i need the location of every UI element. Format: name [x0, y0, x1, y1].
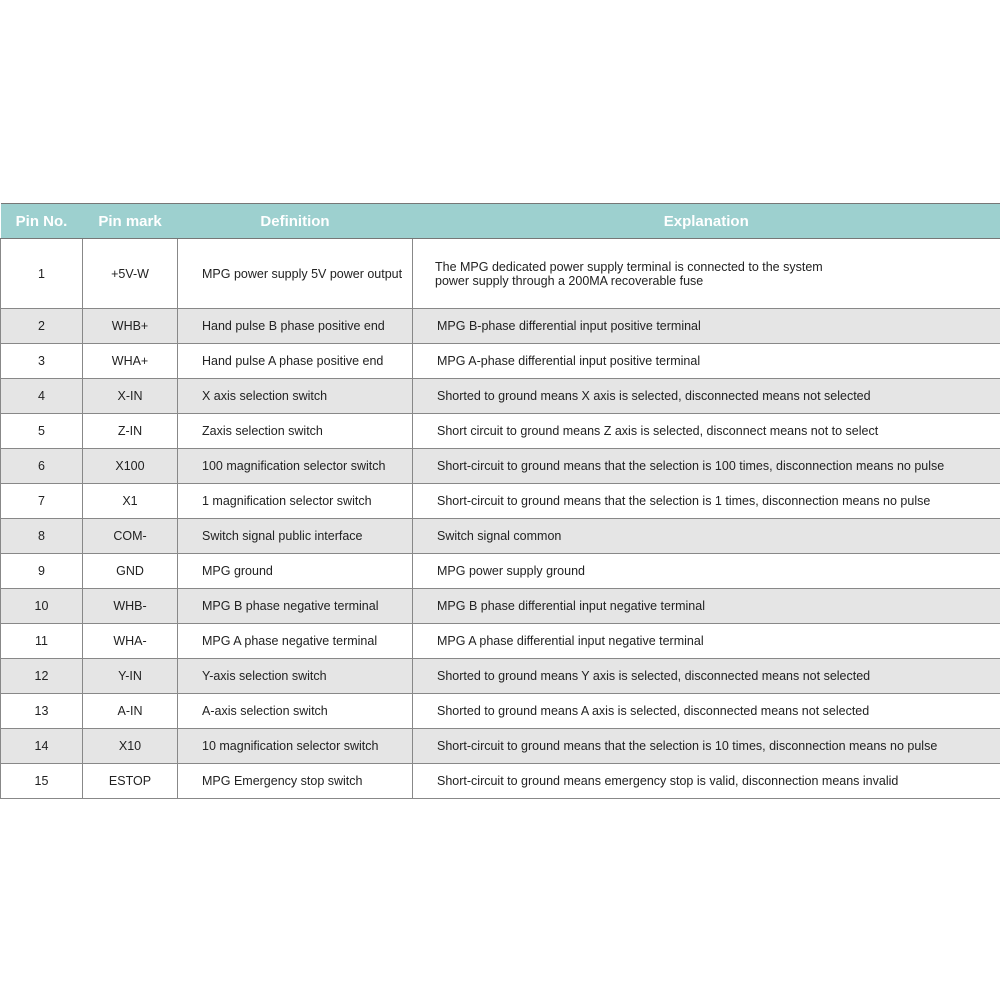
cell-definition: MPG B phase negative terminal — [178, 589, 413, 624]
cell-explanation: Short-circuit to ground means that the selection is 10 times, disconnection means no pulse — [413, 729, 1000, 764]
table-row — [1, 309, 1000, 344]
cell-explanation: Short circuit to ground means Z axis is selected, disconnect means not to select — [413, 414, 1000, 449]
cell-pin-mark: X10 — [83, 729, 178, 764]
cell-definition: MPG ground — [178, 554, 413, 589]
cell-definition: Y-axis selection switch — [178, 659, 413, 694]
cell-pin-no: 7 — [1, 484, 83, 519]
cell-explanation: MPG A phase differential input negative terminal — [413, 624, 1000, 659]
cell-pin-no: 2 — [1, 309, 83, 344]
table-row — [1, 449, 1000, 484]
header-pin-no: Pin No. — [1, 204, 83, 239]
cell-pin-mark: WHB+ — [83, 309, 178, 344]
table-row — [1, 764, 1000, 799]
cell-pin-no: 8 — [1, 519, 83, 554]
cell-pin-no: 6 — [1, 449, 83, 484]
cell-pin-mark: X1 — [83, 484, 178, 519]
cell-definition: 1 magnification selector switch — [178, 484, 413, 519]
header-definition: Definition — [178, 204, 413, 239]
cell-pin-mark: +5V-W — [83, 239, 178, 309]
cell-explanation: The MPG dedicated power supply terminal is connected to the system power supply through a 200MA recoverable fuse — [413, 239, 1000, 309]
cell-explanation: Short-circuit to ground means that the selection is 1 times, disconnection means no pulse — [413, 484, 1000, 519]
cell-definition: Hand pulse A phase positive end — [178, 344, 413, 379]
cell-pin-mark: COM- — [83, 519, 178, 554]
cell-pin-no: 10 — [1, 589, 83, 624]
cell-definition: 10 magnification selector switch — [178, 729, 413, 764]
pin-definition-table — [0, 203, 1000, 799]
cell-definition: A-axis selection switch — [178, 694, 413, 729]
cell-explanation: MPG B-phase differential input positive terminal — [413, 309, 1000, 344]
cell-pin-mark: WHA- — [83, 624, 178, 659]
cell-definition: Zaxis selection switch — [178, 414, 413, 449]
cell-explanation: Shorted to ground means A axis is selected, disconnected means not selected — [413, 694, 1000, 729]
cell-pin-no: 12 — [1, 659, 83, 694]
table-row — [1, 659, 1000, 694]
cell-pin-mark: Y-IN — [83, 659, 178, 694]
cell-definition: MPG Emergency stop switch — [178, 764, 413, 799]
table-row — [1, 589, 1000, 624]
cell-pin-no: 11 — [1, 624, 83, 659]
cell-pin-no: 9 — [1, 554, 83, 589]
cell-definition: MPG power supply 5V power output — [178, 239, 413, 309]
cell-definition: Hand pulse B phase positive end — [178, 309, 413, 344]
table-row — [1, 624, 1000, 659]
cell-pin-no: 14 — [1, 729, 83, 764]
table-row — [1, 484, 1000, 519]
cell-explanation: Short-circuit to ground means emergency stop is valid, disconnection means invalid — [413, 764, 1000, 799]
cell-pin-mark: X100 — [83, 449, 178, 484]
cell-pin-mark: Z-IN — [83, 414, 178, 449]
header-explanation: Explanation — [413, 204, 1000, 239]
cell-explanation: Switch signal common — [413, 519, 1000, 554]
cell-pin-mark: WHA+ — [83, 344, 178, 379]
cell-pin-mark: X-IN — [83, 379, 178, 414]
cell-pin-mark: ESTOP — [83, 764, 178, 799]
cell-pin-no: 4 — [1, 379, 83, 414]
table-row — [1, 554, 1000, 589]
cell-pin-mark: WHB- — [83, 589, 178, 624]
cell-definition: X axis selection switch — [178, 379, 413, 414]
cell-definition: MPG A phase negative terminal — [178, 624, 413, 659]
table-row — [1, 519, 1000, 554]
cell-pin-no: 1 — [1, 239, 83, 309]
cell-definition: 100 magnification selector switch — [178, 449, 413, 484]
cell-pin-no: 5 — [1, 414, 83, 449]
header-pin-mark: Pin mark — [83, 204, 178, 239]
table-row — [1, 414, 1000, 449]
header-row — [1, 204, 1000, 239]
cell-explanation: Shorted to ground means Y axis is selected, disconnected means not selected — [413, 659, 1000, 694]
table-row — [1, 379, 1000, 414]
cell-explanation: MPG B phase differential input negative terminal — [413, 589, 1000, 624]
table-row — [1, 239, 1000, 309]
table-row — [1, 344, 1000, 379]
cell-pin-no: 3 — [1, 344, 83, 379]
cell-pin-mark: GND — [83, 554, 178, 589]
cell-pin-mark: A-IN — [83, 694, 178, 729]
cell-pin-no: 13 — [1, 694, 83, 729]
table-row — [1, 729, 1000, 764]
cell-explanation: MPG power supply ground — [413, 554, 1000, 589]
cell-definition: Switch signal public interface — [178, 519, 413, 554]
cell-pin-no: 15 — [1, 764, 83, 799]
cell-explanation: Shorted to ground means X axis is selected, disconnected means not selected — [413, 379, 1000, 414]
cell-explanation: MPG A-phase differential input positive terminal — [413, 344, 1000, 379]
table-row — [1, 694, 1000, 729]
cell-explanation: Short-circuit to ground means that the selection is 100 times, disconnection means no pulse — [413, 449, 1000, 484]
